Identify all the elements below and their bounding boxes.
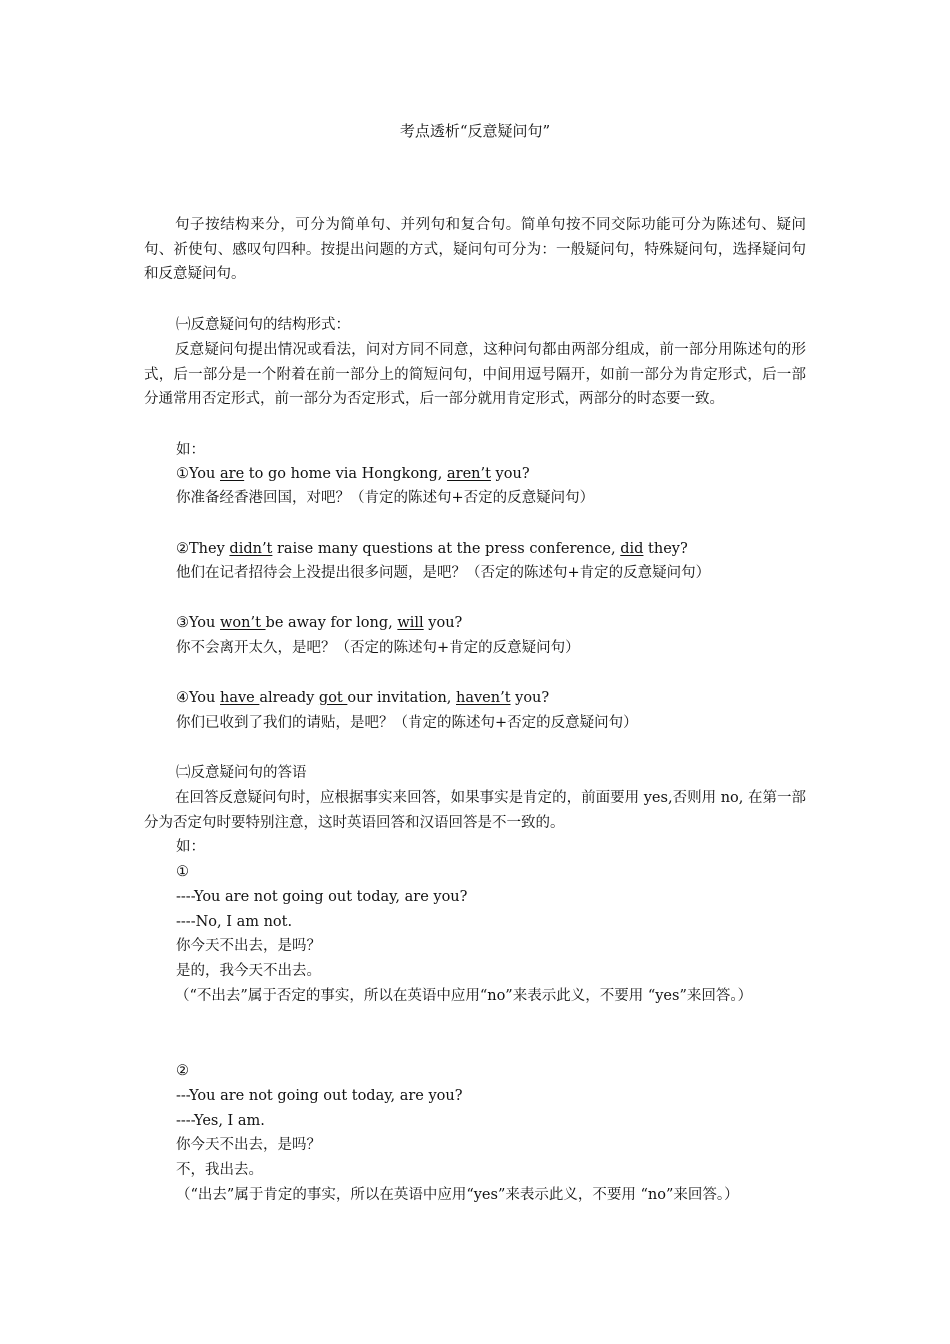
section2-body: 在回答反意疑问句时，应根据事实来回答，如果事实是肯定的，前面要用 yes,否则用 no, 在第一部分为否定句时要特别注意，这时英语回答和汉语回答是不一致的。 [144, 790, 806, 831]
example-1-verb: are [220, 466, 245, 482]
answer-2-reply: ----Yes, I am. [176, 1113, 265, 1129]
example-2-english: ②They didn’t raise many questions at the press conference, did they? [176, 541, 688, 557]
intro-paragraph: 句子按结构来分，可分为简单句、并列句和复合句。简单句按不同交际功能可分为陈述句、疑问句、祈使句、感叹句四种。按提出问题的方式，疑问句可分为：一般疑问句，特殊疑问句，选择疑问句和反意疑问句。 [144, 217, 806, 283]
answer-1-reply-chinese: 是的，我今天不出去。 [176, 963, 321, 979]
section1-body: 反意疑问句提出情况或看法，问对方同不同意，这种问句都由两部分组成，前一部分用陈述句的形式，后一部分是一个附着在前一部分上的简短问句，中间用逗号隔开，如前一部分为肯定形式，后一部分通常用否定形式，前一部分为否定形式，后一部分就用肯定形式，两部分的时态要一致。 [144, 342, 806, 408]
answer-2-reply-chinese: 不，我出去。 [176, 1162, 263, 1178]
answer-1-question-chinese: 你今天不出去，是吗？ [176, 938, 321, 954]
answer-2-note: （“出去”属于肯定的事实，所以在英语中应用“yes”来表示此义，不要用 “no”来回答。） [176, 1187, 739, 1203]
answer-1-question: ----You are not going out today, are you? [176, 889, 468, 905]
page-title: 考点透析“反意疑问句” [399, 122, 551, 140]
example-1-tag: aren’t [447, 466, 491, 482]
section1-example-intro: 如： [176, 442, 205, 458]
example-1-english: ①You are to go home via Hongkong, aren’t you? [176, 466, 530, 482]
example-4-english: ④You have already got our invitation, haven’t you? [176, 690, 550, 706]
answer-1-number: ① [176, 864, 189, 880]
answer-2-question-chinese: 你今天不出去，是吗？ [176, 1137, 321, 1153]
example-3-english: ③You won’t be away for long, will you? [176, 615, 463, 631]
example-2-chinese: 他们在记者招待会上没提出很多问题，是吧？（否定的陈述句+肯定的反意疑问句） [176, 565, 711, 581]
section2-example-intro: 如： [176, 839, 205, 855]
example-1-chinese: 你准备经香港回国，对吧？（肯定的陈述句+否定的反意疑问句） [176, 490, 595, 506]
answer-1-note: （“不出去”属于否定的事实，所以在英语中应用“no”来表示此义，不要用 “yes”来回答。） [175, 988, 753, 1004]
example-3-chinese: 你不会离开太久，是吧？（否定的陈述句+肯定的反意疑问句） [176, 640, 580, 656]
example-4-tag: haven’t [456, 690, 511, 706]
example-4-verb: got [318, 690, 348, 706]
answer-2-number: ② [176, 1063, 189, 1079]
example-2-verb: didn’t [229, 541, 273, 557]
example-2-tag: did [620, 541, 644, 557]
example-3-verb: won’t [220, 615, 266, 631]
answer-1-reply: ----No, I am not. [176, 914, 293, 930]
answer-2-question: ---You are not going out today, are you? [176, 1088, 463, 1104]
example-4-aux: have [220, 690, 260, 706]
example-4-chinese: 你们已收到了我们的请贴，是吧？（肯定的陈述句+否定的反意疑问句） [176, 715, 638, 731]
section1-heading: ㈠反意疑问句的结构形式： [176, 317, 350, 333]
example-3-tag: will [397, 615, 424, 631]
section2-heading: ㈡反意疑问句的答语 [176, 765, 307, 781]
